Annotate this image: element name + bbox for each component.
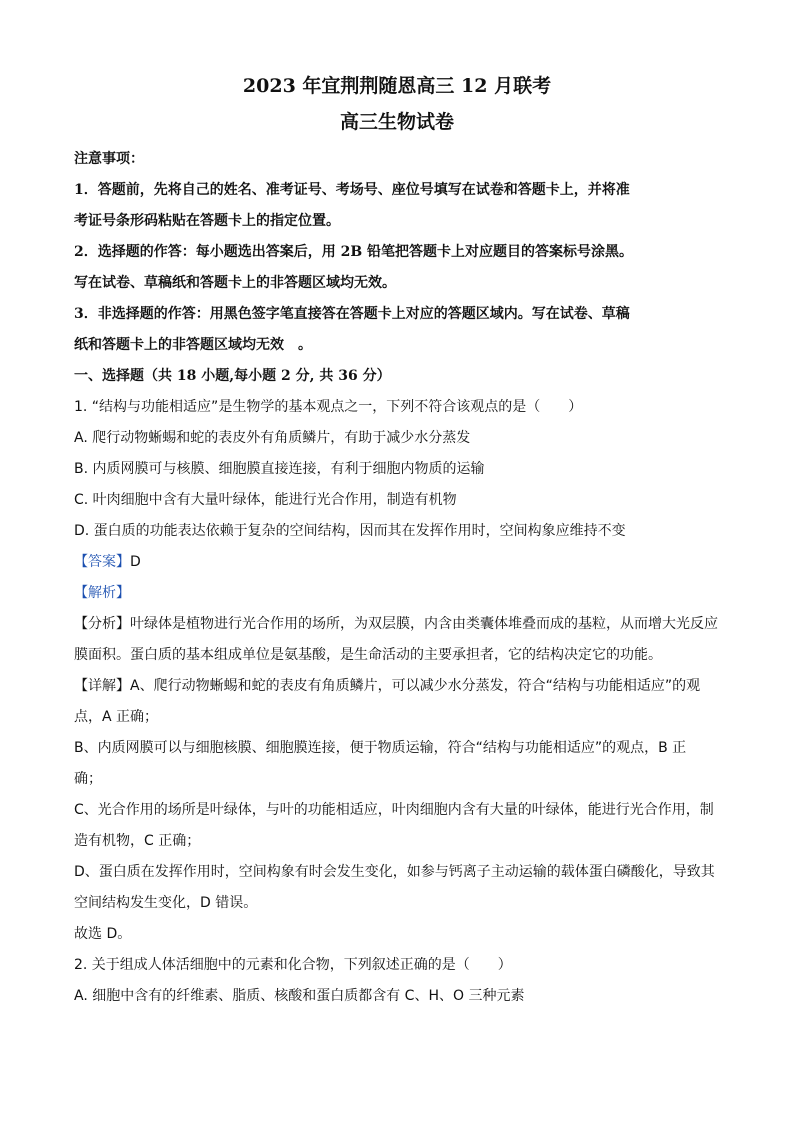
detail-line — [74, 671, 720, 702]
notice-line: 考证号条形码粘贴在答题卡上的指定位置。 — [74, 213, 340, 229]
analysis-tag: 【解析】 — [74, 585, 130, 601]
option-a: A. 爬行动物蜥蜴和蛇的表皮外有角质鳞片，有助于减少水分蒸发 — [74, 430, 471, 446]
detail-text: 造有机物，C 正确； — [74, 833, 201, 849]
detail-text: A、爬行动物蜥蜴和蛇的表皮有角质鳞片，可以减少水分蒸发，符合“结构与功能相适应”的观 — [130, 678, 701, 694]
question-stem: 2. 关于组成人体活细胞中的元素和化合物，下列叙述正确的是（ ） — [74, 957, 512, 973]
question-stem: 1. “结构与功能相适应”是生物学的基本观点之一，下列不符合该观点的是（ ） — [74, 399, 583, 415]
notice-line: 1．答题前，先将自己的姓名、准考证号、考场号、座位号填写在试卷和答题卡上，并将准 — [74, 182, 630, 198]
option-c: C. 叶肉细胞中含有大量叶绿体，能进行光合作用，制造有机物 — [74, 492, 457, 508]
detail-text: B、内质网膜可以与细胞核膜、细胞膜连接，便于物质运输，符合“结构与功能相适应”的观点，B 正 — [74, 740, 687, 756]
question-1 — [74, 392, 720, 950]
detail-text: 空间结构发生变化，D 错误。 — [74, 895, 258, 911]
fenxi-text: 膜面积。蛋白质的基本组成单位是氨基酸，是生命活动的主要承担者，它的结构决定它的功能。 — [74, 647, 662, 663]
fenxi-line — [74, 609, 720, 640]
notice-heading: 注意事项： — [74, 151, 144, 167]
detail-text: 点，A 正确； — [74, 709, 159, 725]
notice-line: 3．非选择题的作答：用黑色签字笔直接答在答题卡上对应的答题区域内。写在试卷、草稿 — [74, 306, 630, 322]
notice-line: 2．选择题的作答：每小题选出答案后，用 2B 铅笔把答题卡上对应题目的答案标号涂黑。 — [74, 244, 634, 260]
answer-line — [74, 547, 720, 578]
fenxi-text: 叶绿体是植物进行光合作用的场所，为双层膜，内含由类囊体堆叠而成的基粒，从而增大光反应 — [130, 616, 718, 632]
answer-value: D — [130, 554, 141, 570]
fenxi-tag: 【分析】 — [74, 616, 130, 632]
page-title: 2023 年宜荆荆随恩高三 12 月联考 — [242, 75, 552, 97]
option-b: B. 内质网膜可与核膜、细胞膜直接连接，有利于细胞内物质的运输 — [74, 461, 485, 477]
question-2 — [74, 950, 720, 1012]
detail-tag: 【详解】 — [74, 678, 130, 694]
notice-block — [74, 144, 720, 361]
option-a: A. 细胞中含有的纤维素、脂质、核酸和蛋白质都含有 C、H、O 三种元素 — [74, 988, 525, 1004]
option-d: D. 蛋白质的功能表达依赖于复杂的空间结构，因而其在发挥作用时，空间构象应维持不变 — [74, 523, 626, 539]
notice-line: 纸和答题卡上的非答题区域均无效 。 — [74, 337, 312, 353]
answer-tag: 【答案】 — [74, 554, 130, 570]
section-heading: 一、选择题（共 18 小题,每小题 2 分, 共 36 分） — [74, 368, 391, 384]
detail-text: 确； — [74, 771, 102, 787]
detail-text: D、蛋白质在发挥作用时，空间构象有时会发生变化，如参与钙离子主动运输的载体蛋白磷酸化，导致其 — [74, 864, 715, 880]
page-subtitle: 高三生物试卷 — [339, 111, 454, 133]
notice-line: 写在试卷、草稿纸和答题卡上的非答题区域均无效。 — [74, 275, 396, 291]
detail-text: C、光合作用的场所是叶绿体，与叶的功能相适应，叶肉细胞内含有大量的叶绿体，能进行光合作用，制 — [74, 802, 714, 818]
conclusion-text: 故选 D。 — [74, 926, 132, 942]
